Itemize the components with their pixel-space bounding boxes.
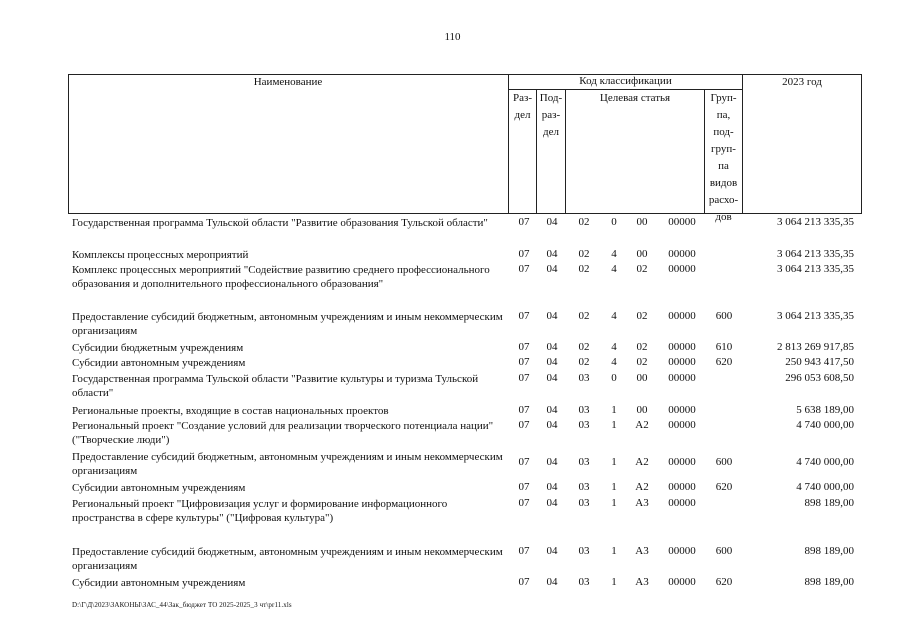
- header-target: Целевая статья: [599, 92, 671, 104]
- row-razdel: 07: [518, 456, 530, 468]
- row-podrazdel: 04: [546, 576, 558, 588]
- row-cs-type: 4: [611, 248, 617, 260]
- row-cs-direction: 00000: [668, 216, 696, 228]
- row-cs-type: 1: [611, 456, 617, 468]
- row-cs-item: 02: [636, 310, 648, 322]
- row-amount: 4 740 000,00: [796, 419, 854, 431]
- row-cs-direction: 00000: [668, 404, 696, 416]
- row-cs-item: A2: [635, 419, 649, 431]
- row-cs-item: A2: [635, 481, 649, 493]
- row-podrazdel: 04: [546, 248, 558, 260]
- row-cs-type: 4: [611, 263, 617, 275]
- row-razdel: 07: [518, 341, 530, 353]
- row-razdel: 07: [518, 216, 530, 228]
- row-cs-type: 1: [611, 497, 617, 509]
- row-amount: 2 813 269 917,85: [777, 341, 854, 353]
- row-cs-direction: 00000: [668, 481, 696, 493]
- row-razdel: 07: [518, 481, 530, 493]
- file-path-footer: D:\Г\Д\2023\ЗАКОНЫ\ЗАС_44\Зак_бюджет ТО 2025-2025_3 чт\pr11.xls: [72, 601, 292, 609]
- row-amount: 5 638 189,00: [796, 404, 854, 416]
- row-podrazdel: 04: [546, 545, 558, 557]
- row-razdel: 07: [518, 372, 530, 384]
- row-cs-type: 0: [611, 216, 617, 228]
- row-cs-direction: 00000: [668, 341, 696, 353]
- row-name: Региональные проекты, входящие в состав национальных проектов: [72, 405, 389, 417]
- row-cs-program: 03: [578, 456, 590, 468]
- row-cs-program: 02: [578, 216, 590, 228]
- row-podrazdel: 04: [546, 404, 558, 416]
- row-podrazdel: 04: [546, 419, 558, 431]
- row-cs-program: 02: [578, 248, 590, 260]
- row-amount: 4 740 000,00: [796, 481, 854, 493]
- row-amount: 898 189,00: [804, 545, 854, 557]
- row-podrazdel: 04: [546, 263, 558, 275]
- row-cs-direction: 00000: [668, 310, 696, 322]
- row-cs-type: 4: [611, 341, 617, 353]
- row-cs-item: A2: [635, 456, 649, 468]
- row-group: 600: [715, 310, 733, 322]
- row-cs-program: 03: [578, 481, 590, 493]
- row-amount: 898 189,00: [804, 497, 854, 509]
- header-name: Наименование: [253, 76, 323, 88]
- row-cs-item: 00: [636, 372, 648, 384]
- page-number: 110: [444, 31, 461, 43]
- row-podrazdel: 04: [546, 216, 558, 228]
- row-name: Субсидии бюджетным учреждениям: [72, 342, 244, 354]
- row-razdel: 07: [518, 419, 530, 431]
- row-razdel: 07: [518, 310, 530, 322]
- row-cs-item: 00: [636, 216, 648, 228]
- row-amount: 296 053 608,50: [785, 372, 854, 384]
- row-cs-item: 00: [636, 404, 648, 416]
- row-cs-program: 03: [578, 576, 590, 588]
- row-razdel: 07: [518, 248, 530, 260]
- row-cs-type: 1: [611, 404, 617, 416]
- row-group: 620: [715, 481, 733, 493]
- row-cs-direction: 00000: [668, 576, 696, 588]
- row-razdel: 07: [518, 404, 530, 416]
- header-code: Код классификации: [579, 75, 672, 87]
- row-cs-program: 02: [578, 310, 590, 322]
- row-name: Предоставление субсидий бюджетным, автономным учреждениям и иным некоммерческим организациям: [72, 451, 503, 477]
- row-cs-type: 0: [611, 372, 617, 384]
- row-razdel: 07: [518, 263, 530, 275]
- row-amount: 4 740 000,00: [796, 456, 854, 468]
- header-year: 2023 год: [782, 76, 822, 88]
- row-cs-direction: 00000: [668, 372, 696, 384]
- row-cs-type: 1: [611, 481, 617, 493]
- row-name: Предоставление субсидий бюджетным, автономным учреждениям и иным некоммерческим организациям: [72, 546, 503, 572]
- row-cs-direction: 00000: [668, 356, 696, 368]
- row-podrazdel: 04: [546, 497, 558, 509]
- row-cs-item: 02: [636, 263, 648, 275]
- row-name: Региональный проект "Цифровизация услуг и формирование информационного пространства в сфере культуры" ("Цифровая культура"): [72, 498, 448, 524]
- row-cs-direction: 00000: [668, 263, 696, 275]
- row-amount: 3 064 213 335,35: [777, 216, 854, 228]
- row-cs-program: 02: [578, 263, 590, 275]
- row-name: Региональный проект "Создание условий для реализации творческого потенциала нации" ("Творческие люди"): [72, 420, 494, 446]
- row-name: Субсидии автономным учреждениям: [72, 482, 246, 494]
- row-amount: 3 064 213 335,35: [777, 263, 854, 275]
- row-cs-program: 02: [578, 356, 590, 368]
- row-cs-item: 02: [636, 341, 648, 353]
- row-cs-program: 03: [578, 419, 590, 431]
- row-group: 610: [715, 341, 733, 353]
- row-cs-item: A3: [635, 497, 649, 509]
- header-group: Груп- па, под- груп- па видов расхо- дов: [708, 92, 739, 223]
- row-amount: 250 943 417,50: [785, 356, 854, 368]
- row-name: Субсидии автономным учреждениям: [72, 357, 246, 369]
- row-group: 620: [715, 356, 733, 368]
- row-cs-type: 4: [611, 356, 617, 368]
- row-razdel: 07: [518, 356, 530, 368]
- row-name: Государственная программа Тульской области "Развитие культуры и туризма Тульской области": [72, 373, 479, 399]
- row-amount: 898 189,00: [804, 576, 854, 588]
- row-cs-direction: 00000: [668, 456, 696, 468]
- row-group: 600: [715, 545, 733, 557]
- row-name: Предоставление субсидий бюджетным, автономным учреждениям и иным некоммерческим организациям: [72, 311, 503, 337]
- row-cs-direction: 00000: [668, 419, 696, 431]
- row-group: 600: [715, 456, 733, 468]
- row-razdel: 07: [518, 545, 530, 557]
- row-cs-program: 03: [578, 545, 590, 557]
- row-cs-program: 03: [578, 497, 590, 509]
- row-podrazdel: 04: [546, 372, 558, 384]
- row-amount: 3 064 213 335,35: [777, 310, 854, 322]
- row-podrazdel: 04: [546, 310, 558, 322]
- row-cs-item: 02: [636, 356, 648, 368]
- header-podrazdel: Под- раз- дел: [539, 92, 563, 138]
- row-podrazdel: 04: [546, 356, 558, 368]
- row-razdel: 07: [518, 576, 530, 588]
- row-cs-direction: 00000: [668, 497, 696, 509]
- row-podrazdel: 04: [546, 456, 558, 468]
- row-name: Комплексы процессных мероприятий: [72, 249, 249, 261]
- row-cs-program: 03: [578, 404, 590, 416]
- row-group: 620: [715, 576, 733, 588]
- row-cs-item: A3: [635, 545, 649, 557]
- row-name: Комплекс процессных мероприятий "Содействие развитию среднего профессионального образования и дополнительного профессионального образования": [72, 264, 490, 290]
- row-amount: 3 064 213 335,35: [777, 248, 854, 260]
- row-razdel: 07: [518, 497, 530, 509]
- row-cs-direction: 00000: [668, 248, 696, 260]
- row-podrazdel: 04: [546, 481, 558, 493]
- row-name: Государственная программа Тульской области "Развитие образования Тульской области": [72, 217, 488, 229]
- row-podrazdel: 04: [546, 341, 558, 353]
- row-cs-item: A3: [635, 576, 649, 588]
- row-cs-item: 00: [636, 248, 648, 260]
- row-cs-type: 1: [611, 576, 617, 588]
- row-cs-direction: 00000: [668, 545, 696, 557]
- row-cs-program: 03: [578, 372, 590, 384]
- row-name: Субсидии автономным учреждениям: [72, 577, 246, 589]
- row-cs-type: 1: [611, 419, 617, 431]
- row-cs-program: 02: [578, 341, 590, 353]
- row-cs-type: 1: [611, 545, 617, 557]
- header-razdel: Раз- дел: [512, 92, 532, 121]
- row-cs-type: 4: [611, 310, 617, 322]
